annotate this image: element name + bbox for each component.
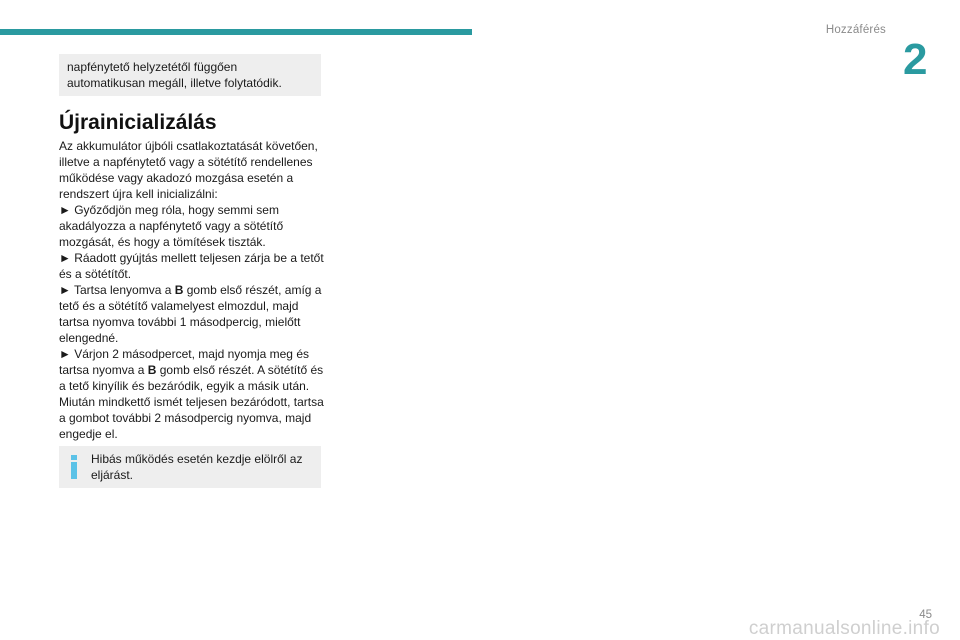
instruction-text	[59, 138, 327, 442]
info-note-box	[59, 446, 321, 488]
section-name: Hozzáférés	[825, 24, 886, 36]
step-4-start: ► Várjon 2 másodpercet, majd nyomja meg és tartsa nyomva a	[59, 347, 309, 377]
continued-note-text: napfénytető helyzetétől függően automatikusan megáll, illetve folytatódik.	[67, 60, 282, 90]
step-4-end: gomb első részét. A sötétítő és a tető kinyílik és bezáródik, egyik a másik után. Miután mindkettő ismét teljesen bezáródott, tartsa a gombot további 2 másodpercig nyomva, majd engedje el.	[59, 363, 324, 441]
header-accent-bar	[0, 29, 472, 35]
info-note-text: Hibás működés esetén kezdje elölről az eljárást.	[91, 452, 303, 482]
button-b-label: B	[147, 363, 157, 377]
page-number: 45	[919, 609, 932, 621]
step-3	[59, 282, 327, 346]
step-4	[59, 346, 327, 442]
chapter-number: 2	[903, 35, 928, 84]
button-b-label: B	[174, 283, 184, 297]
step-2: ► Ráadott gyújtás mellett teljesen zárja be a tetőt és a sötétítőt.	[59, 251, 324, 281]
step-3-start: ► Tartsa lenyomva a	[59, 283, 175, 297]
intro-paragraph: Az akkumulátor újbóli csatlakoztatását követően, illetve a napfénytető vagy a sötétítő rendellenes működése vagy akadozó mozgása esetén a rendszert újra kell inicializálni:	[59, 139, 318, 201]
watermark: carmanualsonline.info	[748, 618, 940, 639]
step-3-end: gomb első részét, amíg a tető és a sötétítő valamelyest elmozdul, majd tartsa nyomva további 1 másodpercig, mielőtt elengedné.	[59, 283, 322, 345]
step-1: ► Győződjön meg róla, hogy semmi sem akadályozza a napfénytető vagy a sötétítő mozgását, és hogy a tömítések tiszták.	[59, 203, 284, 249]
info-icon	[68, 455, 80, 479]
continued-note-box	[59, 54, 321, 96]
section-heading: Újrainicializálás	[59, 111, 217, 134]
